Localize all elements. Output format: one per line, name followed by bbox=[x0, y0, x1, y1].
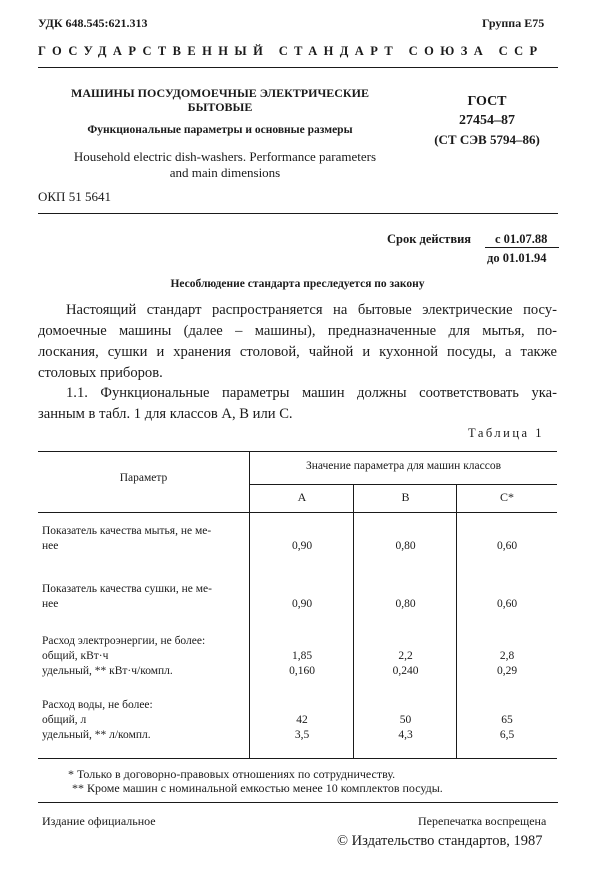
table-cell-line: 0,80 bbox=[395, 540, 416, 552]
title-line-2: БЫТОВЫЕ bbox=[187, 100, 253, 114]
law-notice: Несоблюдение стандарта преследуется по закону bbox=[170, 278, 425, 290]
copyright: © Издательство стандартов, 1987 bbox=[337, 833, 543, 849]
table-cell-line bbox=[457, 524, 557, 539]
udk-code: УДК 648.545:621.313 bbox=[38, 16, 148, 30]
validity-from: с 01.07.88 bbox=[495, 232, 548, 246]
footer-rule bbox=[38, 802, 558, 803]
body-paragraph-2 bbox=[38, 383, 557, 425]
title-rule bbox=[38, 213, 558, 214]
table-caption: Таблица 1 bbox=[468, 426, 544, 440]
table-cell-line: общий, кВт·ч bbox=[42, 650, 109, 662]
table-cell-line: 0,29 bbox=[496, 665, 518, 677]
gost-sev: (СТ СЭВ 5794–86) bbox=[434, 132, 540, 147]
table-cell-line: 0,90 bbox=[291, 540, 313, 552]
body-paragraph-1 bbox=[38, 300, 557, 384]
table-cell-value-b bbox=[354, 634, 457, 679]
table-cell-line bbox=[354, 582, 457, 597]
table-cell-line: 1,85 bbox=[291, 650, 313, 662]
table-row bbox=[38, 622, 557, 686]
para1-line-4: столовых приборов. bbox=[38, 365, 163, 381]
table-cell-line: 0,160 bbox=[289, 665, 315, 677]
table-cell-line bbox=[457, 582, 557, 597]
validity-to: до 01.01.94 bbox=[487, 251, 547, 265]
table-cell-line: 0,60 bbox=[496, 540, 518, 552]
table-header-class-a: А bbox=[297, 490, 307, 504]
state-standard-banner: ГОСУДАРСТВЕННЫЙ СТАНДАРТ СОЮЗА ССР bbox=[38, 44, 544, 58]
table-cell-line: общий, л bbox=[42, 714, 87, 726]
table-cell-value-a bbox=[250, 634, 354, 679]
table-cell-value-b bbox=[354, 698, 457, 743]
table-cell-line bbox=[354, 524, 457, 539]
title-line-1: МАШИНЫ ПОСУДОМОЕЧНЫЕ ЭЛЕКТРИЧЕСКИЕ bbox=[71, 86, 369, 100]
english-title bbox=[55, 149, 395, 181]
table-cell-value-a bbox=[250, 582, 354, 612]
table-cell-line: Показатель качества сушки, не ме- bbox=[42, 583, 212, 595]
table-header-value: Значение параметра для машин классов bbox=[305, 460, 502, 472]
table-cell-line bbox=[354, 698, 457, 713]
group-code: Группа Е75 bbox=[482, 16, 545, 30]
table-cell-line: 0,60 bbox=[496, 598, 518, 610]
table-cell-line bbox=[250, 582, 354, 597]
table-cell-value-b bbox=[354, 524, 457, 554]
table-cell-line: нее bbox=[42, 598, 59, 610]
english-title-line-1: Household electric dish-washers. Performance parameters bbox=[73, 149, 377, 164]
table-cell-line bbox=[457, 634, 557, 649]
table-cell-line: Показатель качества мытья, не ме- bbox=[42, 525, 212, 537]
table-cell-line: удельный, ** л/компл. bbox=[42, 729, 151, 741]
table-cell-line bbox=[354, 634, 457, 649]
table-cell-value-a bbox=[250, 698, 354, 743]
table-cell-parameter bbox=[42, 524, 246, 554]
gost-number: 27454–87 bbox=[459, 113, 515, 128]
table-cell-value-c bbox=[457, 698, 557, 743]
table-header-class-c: С* bbox=[499, 490, 514, 504]
table-row bbox=[38, 570, 557, 622]
table-cell-parameter bbox=[42, 698, 246, 743]
table-header-class-b: В bbox=[401, 490, 410, 504]
table-cell-value-c bbox=[457, 582, 557, 612]
table-cell-line: 42 bbox=[296, 714, 308, 726]
table-cell-parameter bbox=[42, 582, 246, 612]
table-cell-value-c bbox=[457, 524, 557, 554]
table-cell-line bbox=[457, 698, 557, 713]
footnote-2: ** Кроме машин с номинальной емкостью менее 10 комплектов посуды. bbox=[72, 781, 443, 795]
para2-line-2: занным в табл. 1 для классов А, В или С. bbox=[38, 406, 293, 422]
table-cell-value-a bbox=[250, 524, 354, 554]
table-row bbox=[38, 686, 557, 766]
table-cell-line: 0,240 bbox=[392, 665, 419, 677]
footnote-1: * Только в договорно-правовых отношениях по сотрудничеству. bbox=[68, 767, 396, 781]
table-cell-line bbox=[250, 634, 354, 649]
validity-rule bbox=[485, 247, 559, 248]
table-cell-value-b bbox=[354, 582, 457, 612]
table-cell-line: Расход воды, не более: bbox=[42, 699, 153, 711]
table-cell-parameter bbox=[42, 634, 246, 679]
table-cell-line: 6,5 bbox=[499, 729, 515, 741]
para1-line-3: лоскания, сушки и хранения столовой, чайной и кухонной посуды, а также bbox=[38, 344, 557, 360]
table-cell-line: 65 bbox=[501, 714, 513, 726]
validity-label: Срок действия bbox=[387, 232, 472, 246]
table-cell-line: 0,80 bbox=[395, 598, 416, 610]
table-cell-line: удельный, ** кВт·ч/компл. bbox=[42, 665, 173, 677]
para2-line-1: 1.1. Функциональные параметры машин должны соответствовать ука- bbox=[66, 385, 557, 401]
header-rule bbox=[38, 67, 558, 68]
table-cell-line: 2,2 bbox=[398, 650, 413, 662]
para1-line-2: домоечные машины (далее – машины), предназначенные для мытья, по- bbox=[38, 323, 557, 339]
table-cell-line bbox=[250, 698, 354, 713]
table-header-parameter: Параметр bbox=[119, 472, 168, 484]
table-cell-line bbox=[250, 524, 354, 539]
title-block bbox=[60, 86, 380, 114]
table-cell-line: 2,8 bbox=[499, 650, 515, 662]
gost-label: ГОСТ bbox=[467, 94, 507, 109]
table-cell-line: 4,3 bbox=[398, 729, 413, 741]
table-cell-line: нее bbox=[42, 540, 59, 552]
english-title-line-2: and main dimensions bbox=[169, 165, 281, 180]
reprint-notice: Перепечатка воспрещена bbox=[418, 814, 547, 828]
table-cell-line: 3,5 bbox=[294, 729, 310, 741]
title-subtitle: Функциональные параметры и основные размеры bbox=[87, 124, 353, 136]
para1-line-1: Настоящий стандарт распространяется на бытовые электрические посу- bbox=[66, 302, 557, 318]
table-cell-line: Расход электроэнергии, не более: bbox=[42, 635, 206, 647]
table-cell-line: 50 bbox=[399, 714, 412, 726]
table-row bbox=[38, 512, 557, 570]
official-edition: Издание официальное bbox=[42, 814, 156, 828]
table-cell-line: 0,90 bbox=[291, 598, 313, 610]
table-bottom-rule bbox=[38, 758, 557, 759]
gost-block bbox=[412, 92, 562, 149]
table-cell-value-c bbox=[457, 634, 557, 679]
okp-code: ОКП 51 5641 bbox=[38, 189, 111, 204]
